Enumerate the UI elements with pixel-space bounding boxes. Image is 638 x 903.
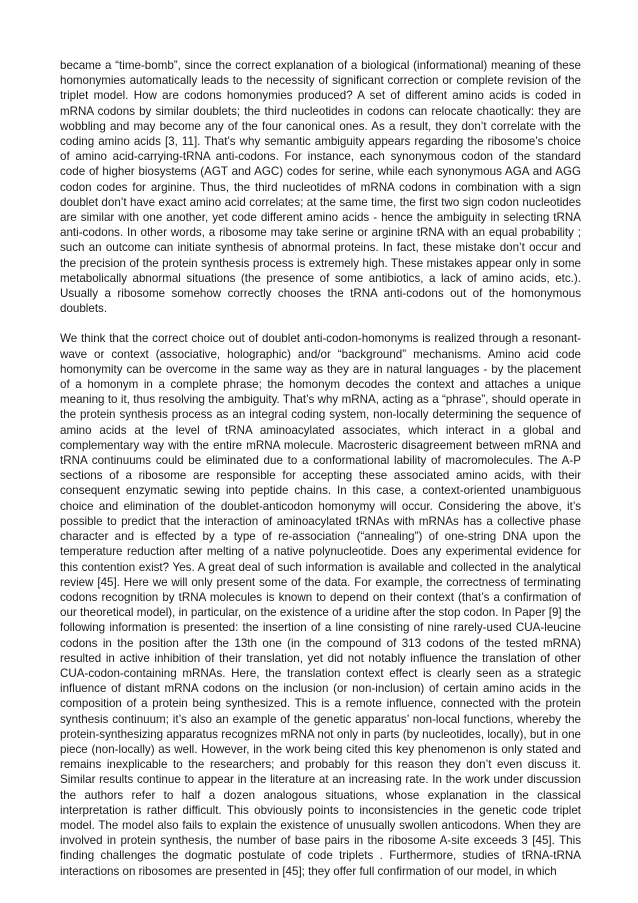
paragraph-context-mechanism: We think that the correct choice out of doublet anti-codon-homonyms is realized through a resonant-wave or context (associative, holographic) and/or “background” mechanisms. Amino acid code homonymity can be overcome in the same way as they are in natural languages - by the placement of a homonym in a complete phrase; the homonym decodes the context and attaches a unique meaning to it, thus resolving the ambiguity. That’s why mRNA, acting as a “phrase”, should operate in the protein synthesis process as an integral coding system, non-locally determining the sequence of amino acids at the level of tRNA aminoacylated associates, which interact in a global and complementary way with the entire mRNA molecule. Macrosteric disagreement between mRNA and tRNA continuums could be eliminated due to a conformational lability of macromolecules. The A-P sections of a ribosome are responsible for accepting these associated amino acids, with their consequent enzymatic sewing into peptide chains. In this case, a context-oriented unambiguous choice and elimination of the doublet-anticodon homonymy will occur. Considering the above, it’s possible to predict that the interaction of aminoacylated tRNAs with mRNAs has a collective phase character and is effected by a type of re-association (“annealing”) of one-string DNA upon the temperature reduction after melting of a native polynucleotide. Does any experimental evidence for this contention exist? Yes. A great deal of such information is available and collected in the analytical review [45]. Here we will only present some of the data. For example, the correctness of terminating codons recognition by tRNA molecules is known to depend on their context (that’s a confirmation of our theoretical model), in particular, on the existence of a uridine after the stop codon. In Paper [9] the following information is presented: the insertion of a line consisting of nine rarely-used CUA-leucine codons in the position after the 13th one (in the compound of 313 codons of the tested mRNA) resulted in active inhibition of their translation, yet did not notably influence the translation of other CUA-codon-containing mRNAs. Here, the translation context effect is clearly seen as a strategic influence of distant mRNA codons on the inclusion (or non-inclusion) of certain amino acids in the composition of a protein being synthesized. This is a remote influence, connected with the protein synthesis continuum; it’s also an example of the genetic apparatus’ non-local functions, whereby the protein-synthesizing apparatus recognizes mRNA not only in parts (by nucleotides, locally), but in one piece (non-locally) as well. However, in the work being cited this key phenomenon is only stated and remains inexplicable to the researchers; and probably for this reason they don’t even discuss it. Similar results continue to appear in the literature at an increasing rate. In the work under discussion the authors refer to half a dozen analogous situations, whose explanation in the classical interpretation is rather difficult. This obviously points to inconsistencies in the genetic code triplet model. The model also fails to explain the existence of unusually swollen anticodons. When they are involved in protein synthesis, the number of base pairs in the ribosome A-site exceeds 3 [45]. This finding challenges the dogmatic postulate of code triplets . Furthermore, studies of tRNA-tRNA interactions on ribosomes are presented in [45]; they offer full confirmation of our model, in which — [60, 332, 581, 878]
document-page — [60, 58, 581, 894]
paragraph-homonymy: became a “time-bomb”, since the correct explanation of a biological (informational) meaning of these homonymies automatically leads to the necessity of significant correction or complete revision of the triplet model. How are codons homonymies produced? A set of different amino acids is coded in mRNA codons by similar doublets; the third nucleotides in codons can relocate chaotically: they are wobbling and may become any of the four canonical ones. As a result, they don’t correlate with the coding amino acids [3, 11]. That’s why semantic ambiguity appears regarding the ribosome’s choice of amino acid-carrying-tRNA anti-codons. For instance, each synonymous codon of the standard code of higher biosystems (AGT and AGC) codes for serine, while each synonymous AGA and AGG codon codes for arginine. Thus, the third nucleotides of mRNA codons in combination with a sign doublet don’t have exact amino acid correlates; at the same time, the first two sign codon nucleotides are similar with one another, yet code different amino acids - hence the ambiguity in selecting tRNA anti-codons. In other words, a ribosome may take serine or arginine tRNA with an equal probability ; such an outcome can initiate synthesis of abnormal proteins. In fact, these mistake don’t occur and the precision of the protein synthesis process is extremely high. These mistakes appear only in some metabolically abnormal situations (the presence of some antibiotics, a lack of amino acids, etc.). Usually a ribosome somehow correctly chooses the tRNA anti-codons out of the homonymous doublets. — [60, 59, 581, 316]
